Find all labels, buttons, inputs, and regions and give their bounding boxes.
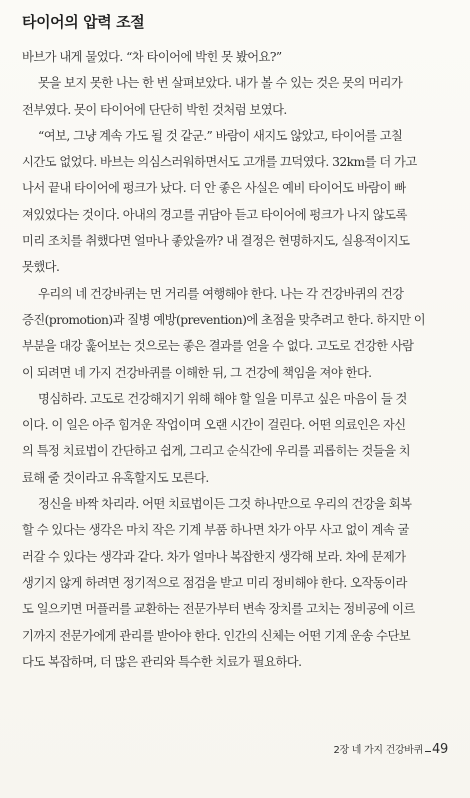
text-line: 부분을 대강 훑어보는 것으로는 좋은 결과를 얻을 수 없다. 고도로 건강한 사람 (22, 339, 414, 354)
section-heading: 타이어의 압력 조절 (22, 13, 145, 31)
text-line: 이 되려면 네 가지 건강바퀴를 이해한 뒤, 그 건강에 책임을 져야 한다. (22, 365, 372, 380)
text-line: 나서 끝내 타이어에 펑크가 났다. 더 안 좋은 사실은 예비 타이어도 바람이 빠 (22, 181, 406, 196)
text-line: 명심하라. 고도로 건강해지기 위해 해야 할 일을 미루고 싶은 마음이 들 것 (38, 391, 407, 406)
text-line: 못했다. (22, 260, 60, 275)
text-line: 할 수 있다는 생각은 마치 작은 기계 부품 하나면 차가 아무 사고 없이 계속 굴 (22, 523, 409, 538)
page-number: 49 (432, 742, 448, 757)
text-line: 미리 조치를 취했다면 얼마나 좋았을까? 내 결정은 현명하지도, 실용적이지도 (22, 234, 410, 249)
text-line: 증진(promotion)과 질병 예방(prevention)에 초점을 맞추려고 한다. 하지만 이 (22, 312, 426, 327)
page-footer (333, 741, 448, 757)
text-line: 정신을 바짝 차리라. 어떤 치료법이든 그것 하나만으로 우리의 건강을 회복 (38, 497, 412, 512)
text-line: 못을 보지 못한 나는 한 번 살펴보았다. 내가 볼 수 있는 것은 못의 머리가 (38, 76, 403, 91)
text-line: 져있었다는 것이다. 아내의 경고를 귀담아 듣고 타이어에 펑크가 나지 않도록 (22, 207, 407, 222)
text-line: 이다. 이 일은 아주 힘겨운 작업이며 오랜 시간이 걸린다. 어떤 의료인은 자신 (22, 418, 406, 433)
text-line: 기까지 전문가에게 관리를 받아야 한다. 인간의 신체는 어떤 기계 운송 수단보 (22, 628, 411, 643)
text-line: 다도 복잡하며, 더 많은 관리와 특수한 치료가 필요하다. (22, 654, 302, 669)
body-text (22, 44, 456, 675)
text-line: 시간도 없었다. 바브는 의심스러워하면서도 고개를 끄덕였다. 32km를 더 가고 (22, 155, 417, 170)
text-line: “여보, 그냥 계속 가도 될 것 같군.” 바람이 새지도 않았고, 타이어를 고칠 (38, 128, 403, 143)
text-line: 러갈 수 있다는 생각과 같다. 차가 얼마나 복잡한지 생각해 보라. 차에 문제가 (22, 549, 406, 564)
text-line: 료해 줄 것이라고 유혹할지도 모른다. (22, 470, 209, 485)
footer-separator (425, 751, 431, 752)
text-line: 전부였다. 못이 타이어에 단단히 박힌 것처럼 보였다. (22, 102, 287, 117)
footer-chapter-title: 2장 네 가지 건강바퀴 (333, 745, 424, 756)
text-line: 우리의 네 건강바퀴는 먼 거리를 여행해야 한다. 나는 각 건강바퀴의 건강 (38, 286, 404, 301)
text-line: 바브가 내게 물었다. “차 타이어에 박힌 못 봤어요?” (22, 50, 282, 64)
text-line: 도 일으키면 머플러를 교환하는 전문가부터 변속 장치를 고치는 정비공에 이르 (22, 602, 415, 617)
text-line: 생기지 않게 하려면 정기적으로 점검을 받고 미리 정비해야 한다. 오작동이라 (22, 575, 407, 590)
text-line: 의 특정 치료법이 간단하고 쉽게, 그리고 순식간에 우리를 괴롭히는 것들을 치 (22, 444, 411, 459)
